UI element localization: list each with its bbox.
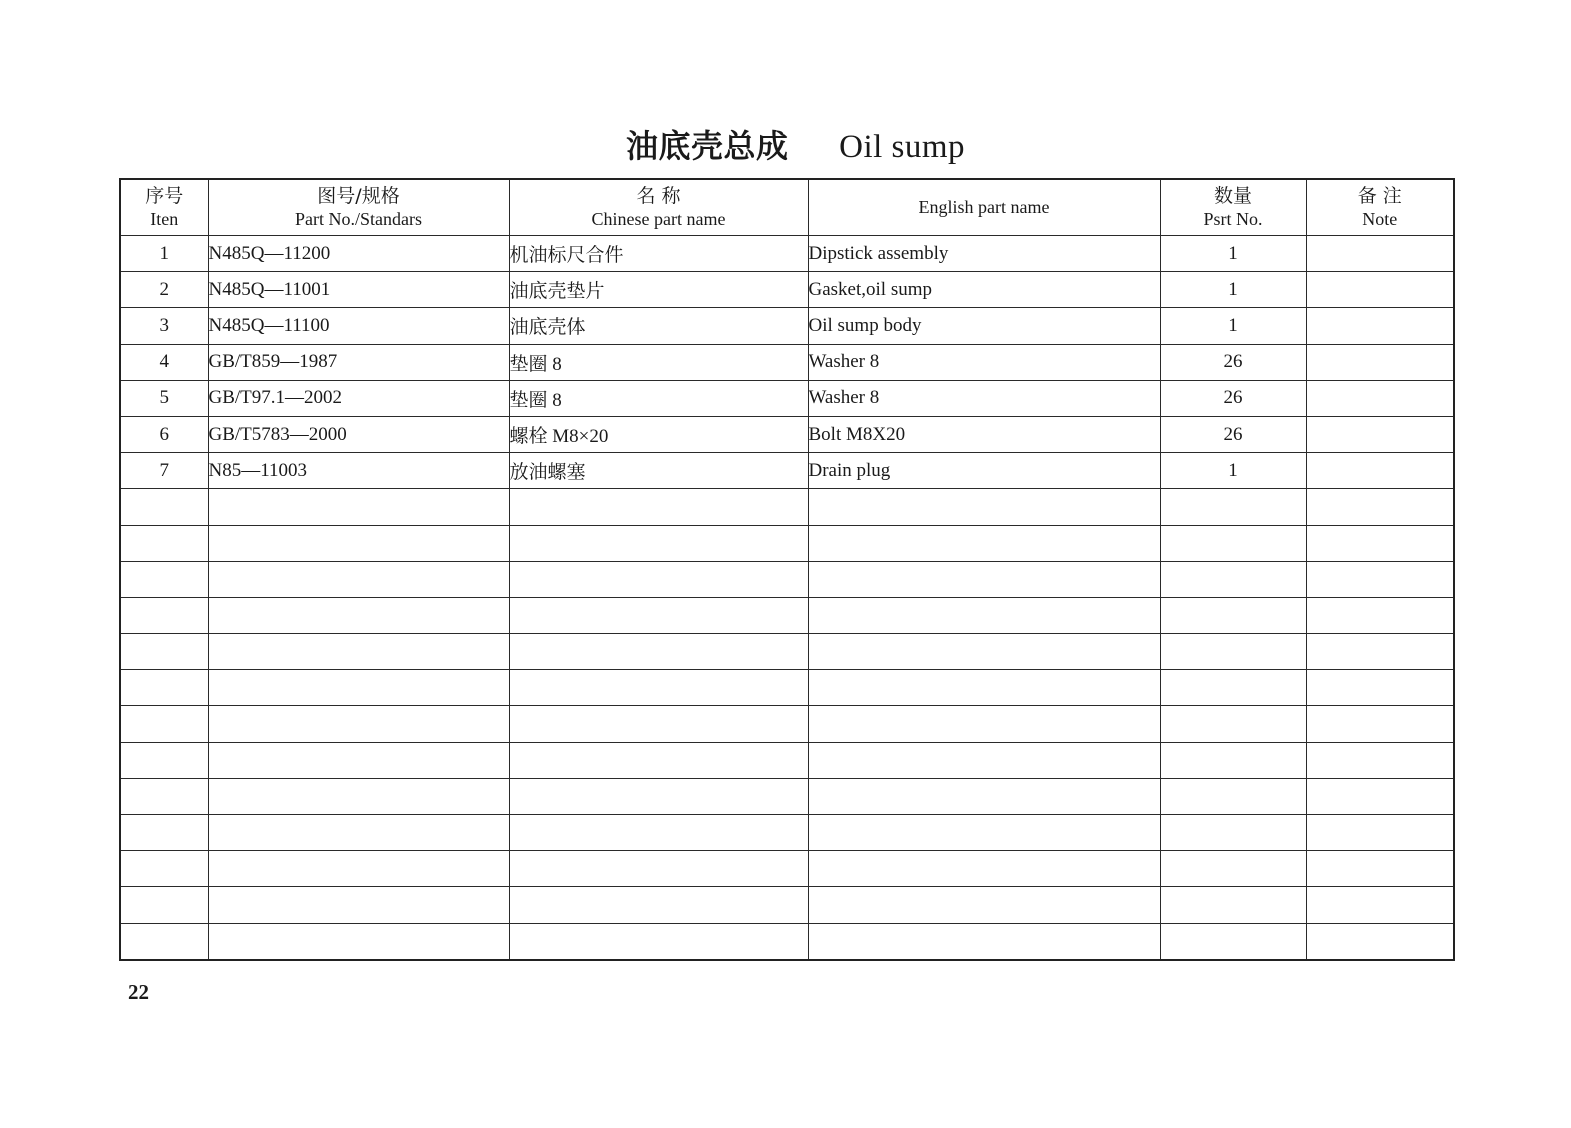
cell-quantity bbox=[1160, 851, 1306, 887]
cell-english-name bbox=[808, 525, 1160, 561]
cell-chinese-name bbox=[509, 525, 808, 561]
cell-part-no bbox=[208, 742, 509, 778]
cell-chinese-name: 油底壳垫片 bbox=[509, 272, 808, 308]
table-row bbox=[120, 236, 1454, 272]
table-row-empty bbox=[120, 778, 1454, 814]
cell-english-name bbox=[808, 887, 1160, 923]
cell-part-no bbox=[208, 670, 509, 706]
table-header-row bbox=[120, 179, 1454, 236]
cell-english-name: Washer 8 bbox=[808, 380, 1160, 416]
header-item: 序号 Iten bbox=[120, 179, 208, 236]
cell-note bbox=[1306, 778, 1454, 814]
header-chinese-name: 名 称 Chinese part name bbox=[509, 179, 808, 236]
cell-chinese-name bbox=[509, 634, 808, 670]
cell-part-no: GB/T5783—2000 bbox=[208, 416, 509, 452]
cell-note bbox=[1306, 634, 1454, 670]
cell-english-name: Oil sump body bbox=[808, 308, 1160, 344]
table-row bbox=[120, 453, 1454, 489]
cell-item bbox=[120, 706, 208, 742]
cell-chinese-name: 放油螺塞 bbox=[509, 453, 808, 489]
header-quantity: 数量 Psrt No. bbox=[1160, 179, 1306, 236]
header-english-name: English part name bbox=[808, 179, 1160, 236]
cell-quantity bbox=[1160, 887, 1306, 923]
cell-chinese-name: 螺栓 M8×20 bbox=[509, 416, 808, 452]
cell-note bbox=[1306, 851, 1454, 887]
cell-chinese-name: 垫圈 8 bbox=[509, 380, 808, 416]
cell-note bbox=[1306, 416, 1454, 452]
cell-chinese-name bbox=[509, 923, 808, 960]
cell-part-no: GB/T97.1—2002 bbox=[208, 380, 509, 416]
table-row bbox=[120, 344, 1454, 380]
cell-item bbox=[120, 561, 208, 597]
table-row-empty bbox=[120, 634, 1454, 670]
cell-part-no: N485Q—11100 bbox=[208, 308, 509, 344]
cell-part-no: N485Q—11001 bbox=[208, 272, 509, 308]
cell-note bbox=[1306, 742, 1454, 778]
cell-quantity: 26 bbox=[1160, 416, 1306, 452]
cell-english-name bbox=[808, 670, 1160, 706]
cell-item bbox=[120, 851, 208, 887]
cell-chinese-name: 油底壳体 bbox=[509, 308, 808, 344]
cell-english-name bbox=[808, 742, 1160, 778]
cell-part-no: N85—11003 bbox=[208, 453, 509, 489]
cell-quantity bbox=[1160, 670, 1306, 706]
cell-item: 1 bbox=[120, 236, 208, 272]
cell-item bbox=[120, 670, 208, 706]
cell-part-no bbox=[208, 489, 509, 525]
cell-chinese-name bbox=[509, 887, 808, 923]
cell-item: 5 bbox=[120, 380, 208, 416]
cell-part-no bbox=[208, 634, 509, 670]
cell-note bbox=[1306, 453, 1454, 489]
cell-quantity bbox=[1160, 561, 1306, 597]
cell-english-name bbox=[808, 778, 1160, 814]
cell-note bbox=[1306, 344, 1454, 380]
table-row-empty bbox=[120, 923, 1454, 960]
table-row bbox=[120, 380, 1454, 416]
cell-item bbox=[120, 525, 208, 561]
cell-quantity bbox=[1160, 815, 1306, 851]
cell-note bbox=[1306, 308, 1454, 344]
table-row-empty bbox=[120, 851, 1454, 887]
title-chinese: 油底壳总成 bbox=[625, 127, 789, 165]
cell-quantity: 1 bbox=[1160, 308, 1306, 344]
cell-quantity bbox=[1160, 597, 1306, 633]
cell-note bbox=[1306, 815, 1454, 851]
cell-note bbox=[1306, 670, 1454, 706]
cell-item bbox=[120, 815, 208, 851]
cell-note bbox=[1306, 923, 1454, 960]
cell-quantity bbox=[1160, 778, 1306, 814]
cell-quantity bbox=[1160, 525, 1306, 561]
cell-note bbox=[1306, 380, 1454, 416]
cell-item: 7 bbox=[120, 453, 208, 489]
cell-chinese-name: 机油标尺合件 bbox=[509, 236, 808, 272]
cell-chinese-name bbox=[509, 742, 808, 778]
cell-item bbox=[120, 634, 208, 670]
table-row-empty bbox=[120, 670, 1454, 706]
cell-note bbox=[1306, 272, 1454, 308]
cell-english-name bbox=[808, 706, 1160, 742]
cell-note bbox=[1306, 525, 1454, 561]
cell-english-name bbox=[808, 851, 1160, 887]
cell-english-name: Washer 8 bbox=[808, 344, 1160, 380]
cell-item bbox=[120, 597, 208, 633]
cell-english-name bbox=[808, 634, 1160, 670]
cell-part-no bbox=[208, 887, 509, 923]
cell-note bbox=[1306, 236, 1454, 272]
cell-part-no: GB/T859—1987 bbox=[208, 344, 509, 380]
cell-chinese-name: 垫圈 8 bbox=[509, 344, 808, 380]
cell-chinese-name bbox=[509, 851, 808, 887]
table-row-empty bbox=[120, 706, 1454, 742]
table-row-empty bbox=[120, 597, 1454, 633]
cell-part-no bbox=[208, 706, 509, 742]
cell-part-no bbox=[208, 851, 509, 887]
cell-english-name: Gasket,oil sump bbox=[808, 272, 1160, 308]
cell-item bbox=[120, 887, 208, 923]
cell-quantity: 1 bbox=[1160, 272, 1306, 308]
cell-item: 2 bbox=[120, 272, 208, 308]
cell-chinese-name bbox=[509, 597, 808, 633]
cell-item: 4 bbox=[120, 344, 208, 380]
cell-english-name bbox=[808, 923, 1160, 960]
title-english: Oil sump bbox=[839, 129, 966, 165]
cell-english-name bbox=[808, 815, 1160, 851]
cell-chinese-name bbox=[509, 670, 808, 706]
cell-quantity bbox=[1160, 742, 1306, 778]
cell-english-name bbox=[808, 489, 1160, 525]
table-row-empty bbox=[120, 815, 1454, 851]
cell-quantity: 1 bbox=[1160, 236, 1306, 272]
cell-part-no bbox=[208, 815, 509, 851]
cell-item: 6 bbox=[120, 416, 208, 452]
cell-english-name: Bolt M8X20 bbox=[808, 416, 1160, 452]
cell-note bbox=[1306, 706, 1454, 742]
table-row bbox=[120, 272, 1454, 308]
cell-item bbox=[120, 923, 208, 960]
cell-chinese-name bbox=[509, 489, 808, 525]
cell-quantity bbox=[1160, 706, 1306, 742]
cell-item bbox=[120, 742, 208, 778]
table-row bbox=[120, 416, 1454, 452]
cell-note bbox=[1306, 597, 1454, 633]
cell-note bbox=[1306, 887, 1454, 923]
cell-part-no bbox=[208, 778, 509, 814]
cell-quantity: 26 bbox=[1160, 344, 1306, 380]
cell-quantity bbox=[1160, 489, 1306, 525]
header-part-no: 图号/规格 Part No./Standars bbox=[208, 179, 509, 236]
cell-part-no bbox=[208, 561, 509, 597]
cell-quantity bbox=[1160, 923, 1306, 960]
table-row-empty bbox=[120, 561, 1454, 597]
cell-english-name bbox=[808, 561, 1160, 597]
cell-english-name bbox=[808, 597, 1160, 633]
cell-quantity: 26 bbox=[1160, 380, 1306, 416]
document-title bbox=[0, 124, 1571, 169]
table-row-empty bbox=[120, 525, 1454, 561]
cell-part-no bbox=[208, 525, 509, 561]
cell-chinese-name bbox=[509, 778, 808, 814]
cell-chinese-name bbox=[509, 561, 808, 597]
cell-item: 3 bbox=[120, 308, 208, 344]
table-row-empty bbox=[120, 742, 1454, 778]
table-row-empty bbox=[120, 887, 1454, 923]
cell-english-name: Dipstick assembly bbox=[808, 236, 1160, 272]
cell-part-no bbox=[208, 597, 509, 633]
cell-note bbox=[1306, 561, 1454, 597]
page-number: 22 bbox=[128, 980, 149, 1004]
cell-part-no bbox=[208, 923, 509, 960]
table-row-empty bbox=[120, 489, 1454, 525]
table-body bbox=[120, 236, 1454, 960]
cell-part-no: N485Q—11200 bbox=[208, 236, 509, 272]
header-note: 备 注 Note bbox=[1306, 179, 1454, 236]
cell-note bbox=[1306, 489, 1454, 525]
cell-english-name: Drain plug bbox=[808, 453, 1160, 489]
cell-item bbox=[120, 778, 208, 814]
parts-table bbox=[119, 178, 1455, 961]
cell-quantity bbox=[1160, 634, 1306, 670]
cell-chinese-name bbox=[509, 706, 808, 742]
cell-quantity: 1 bbox=[1160, 453, 1306, 489]
cell-chinese-name bbox=[509, 815, 808, 851]
cell-item bbox=[120, 489, 208, 525]
table-row bbox=[120, 308, 1454, 344]
